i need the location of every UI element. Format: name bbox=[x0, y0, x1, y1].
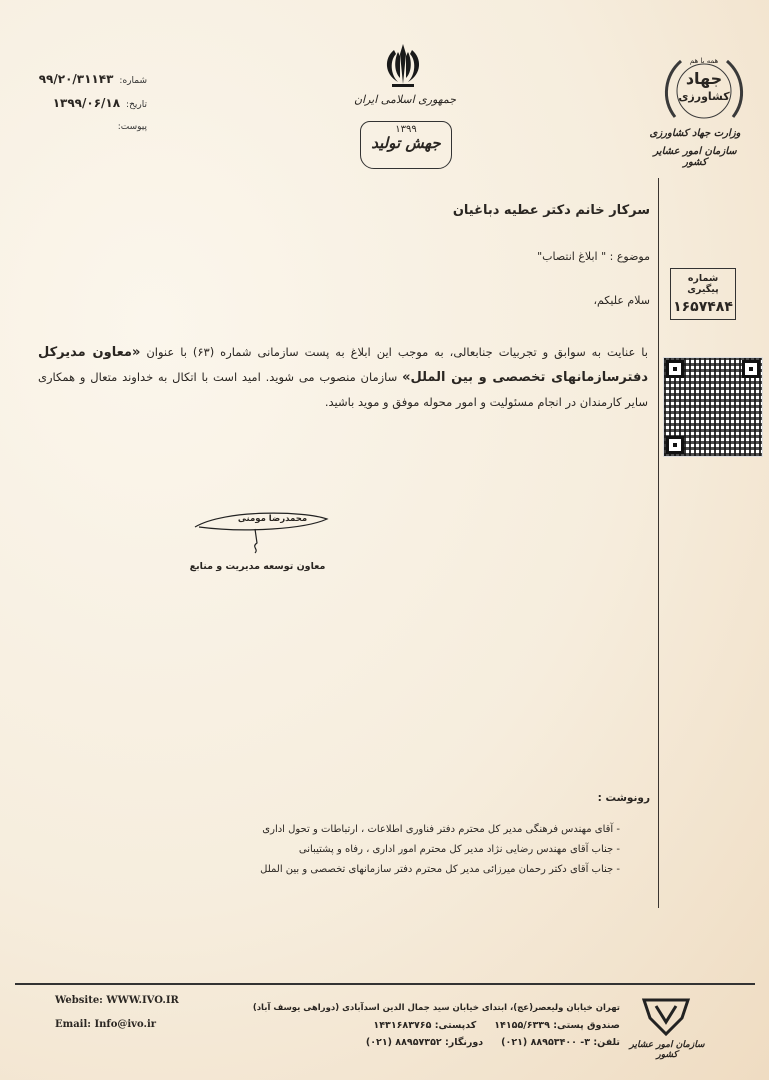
footer-email: Email: Info@ivo.ir bbox=[55, 1019, 157, 1030]
footer-row-postal bbox=[360, 1017, 620, 1034]
agency-logo-icon bbox=[638, 994, 694, 1038]
letter-paragraph bbox=[38, 340, 648, 414]
qr-finder bbox=[666, 360, 684, 378]
subject: موضوع : " ابلاغ انتصاب" bbox=[537, 250, 650, 263]
margin-divider bbox=[658, 178, 659, 908]
letter-attachment-label: پیوست: bbox=[117, 122, 147, 132]
logo-main-text: جهاد bbox=[685, 69, 723, 88]
footer-address-block bbox=[252, 1000, 620, 1051]
production-year-stamp bbox=[360, 121, 452, 169]
ministry-name: وزارت جهاد کشاورزی bbox=[649, 128, 741, 139]
footer-po-box: صندوق پستی: ۱۴۱۵۵/۶۳۳۹ bbox=[494, 1020, 620, 1031]
footer-website: Website: WWW.IVO.IR bbox=[55, 995, 179, 1006]
footer-fax: دورنگار: ۸۸۹۵۷۳۵۲ (۰۲۱) bbox=[365, 1037, 484, 1048]
cc-item: - جناب آقای مهندس رضایی نژاد مدیر کل محترم امور اداری ، رفاه و پشتیبانی bbox=[298, 844, 620, 855]
jahad-logo bbox=[663, 55, 745, 125]
iran-emblem-icon bbox=[378, 40, 428, 90]
cc-title: رونوشت : bbox=[597, 792, 650, 804]
letter-number-value: ۹۹/۲۰/۳۱۱۴۳ bbox=[38, 72, 114, 86]
qr-code-icon bbox=[663, 357, 763, 457]
letter-number bbox=[35, 72, 147, 86]
agency-name: سازمان امور عشایر کشور bbox=[653, 146, 737, 168]
tracking-label: شماره پیگیری bbox=[687, 273, 719, 295]
signer-name: محمدرضا مومنی bbox=[237, 514, 308, 524]
cc-item: - جناب آقای دکتر رحمان میرزائی مدیر کل محترم دفتر سازمانهای تخصصی و بین الملل bbox=[260, 864, 620, 875]
letter-attachment bbox=[35, 122, 147, 132]
letter-date-label: تاریخ: bbox=[126, 100, 147, 110]
footer-logo-text: سازمان امور عشایر کشور bbox=[629, 1040, 705, 1060]
cc-item: - آقای مهندس فرهنگی مدیر کل محترم دفتر فناوری اطلاعات ، ارتباطات و تحول اداری bbox=[262, 824, 620, 835]
footer-row-phone bbox=[360, 1034, 620, 1051]
recipient: سرکار خانم دکتر عطیه دباغیان bbox=[452, 203, 650, 218]
cc-list bbox=[260, 820, 620, 880]
signer-title: معاون توسعه مدیریت و منابع bbox=[189, 561, 326, 572]
appointment-title: «معاون مدیرکل دفترسازمانهای تخصصی و بین الملل» bbox=[38, 345, 648, 385]
qr-finder bbox=[666, 436, 684, 454]
logo-top-text: همه با هم bbox=[689, 57, 719, 65]
stamp-slogan: جهش تولید bbox=[371, 134, 441, 152]
qr-finder bbox=[742, 360, 760, 378]
footer-postal-code: کدپستی: ۱۴۳۱۶۸۳۷۶۵ bbox=[373, 1020, 477, 1031]
tracking-box bbox=[670, 268, 736, 320]
letter-date-value: ۱۳۹۹/۰۶/۱۸ bbox=[52, 96, 121, 110]
footer-address: تهران خیابان ولیعصر(عج)، ابتدای خیابان سید جمال الدین اسدآبادی (دوراهی یوسف آباد) bbox=[252, 1003, 620, 1013]
stamp-year: ۱۳۹۹ bbox=[395, 124, 417, 135]
footer-divider bbox=[15, 983, 755, 985]
logo-sub-text: کشاورزی bbox=[678, 90, 730, 103]
footer-phone: تلفن: ۳- ۸۸۹۵۳۴۰۰ (۰۲۱) bbox=[501, 1037, 620, 1048]
letter-date bbox=[35, 96, 147, 110]
country-name: جمهوری اسلامی ایران bbox=[353, 93, 457, 106]
greeting: سلام علیکم، bbox=[593, 294, 650, 307]
paragraph-part-2: سازمان منصوب می شوید. امید است با اتکال به خداوند متعال و همکاری سایر کارمندان در انجام مسئولیت و امور محوله موفق و موید باشید. bbox=[38, 370, 648, 409]
letter-number-label: شماره: bbox=[119, 76, 147, 86]
paragraph-part-1: با عنایت به سوابق و تجربیات جنابعالی، به موجب این ابلاغ به پست سازمانی شماره (۶۳) با عنوان bbox=[140, 345, 648, 359]
tracking-value: ۱۶۵۷۴۸۴ bbox=[673, 299, 733, 315]
